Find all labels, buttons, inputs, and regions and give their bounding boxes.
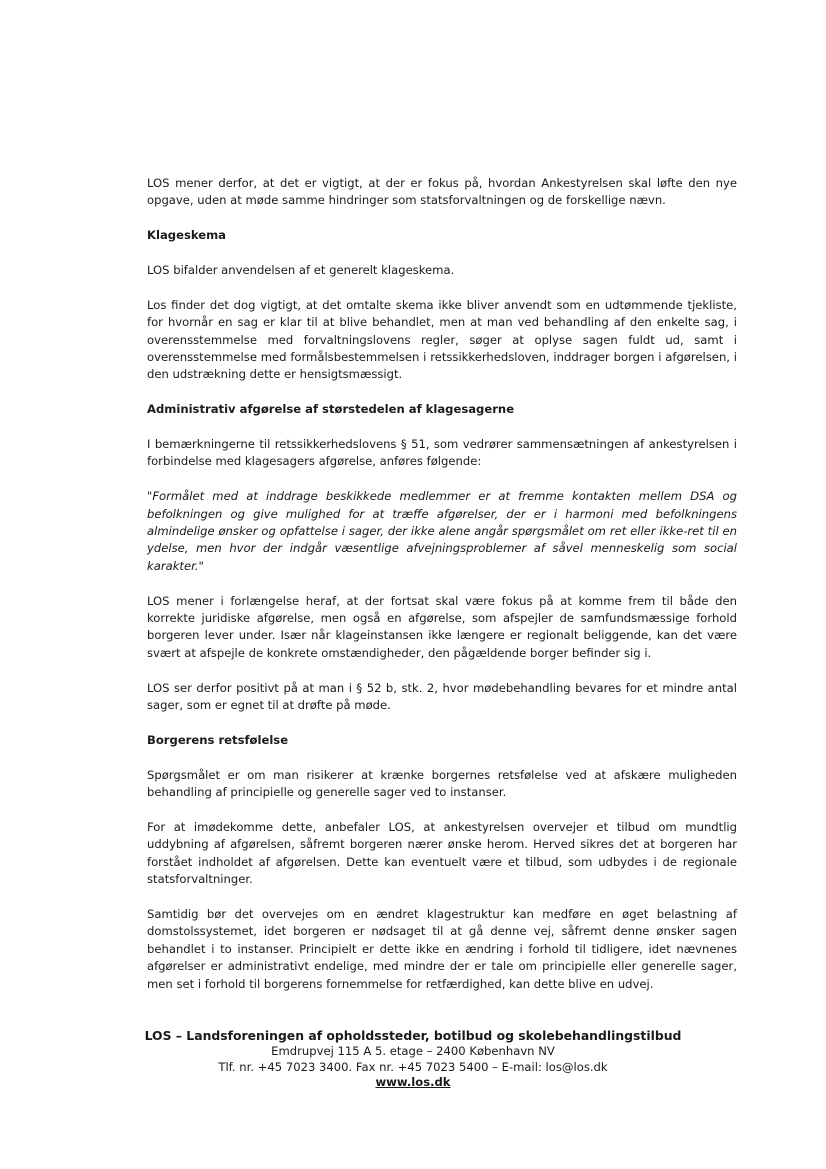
paragraph: LOS mener i forlængelse heraf, at der fortsat skal være fokus på at komme frem til både den korrekte juridiske afgørelse, men også en afgørelse, som afspejler de samfundsmæssige forhold borgeren lever under. Især når klageinstansen ikke længere er regionalt beliggende, kan det være svært at afspejle de konkrete omstændigheder, den pågældende borger befinder sig i.: [147, 593, 737, 660]
footer-contact: Tlf. nr. +45 7023 3400. Fax nr. +45 7023 5400 – E-mail: los@los.dk: [218, 1059, 608, 1074]
paragraph: LOS bifalder anvendelsen af et generelt klageskema.: [147, 263, 455, 277]
section-heading: Administrativ afgørelse af størstedelen af klagesagerne: [147, 402, 515, 417]
paragraph: Samtidig bør det overvejes om en ændret klagestruktur kan medføre en øget belastning af domstolssystemet, idet borgeren er nødsaget til at gå denne vej, såfremt denne ønsker sagen behandlet i to instanser. Principielt er dette ikke en ændring i forhold til tidligere, idet nævnenes afgørelser er administrativt endelige, med mindre der er tale om principielle eller generelle sager, men set i forhold til borgerens fornemmelse for retfærdighed, kan dette blive en udvej.: [147, 906, 737, 991]
footer-website-link[interactable]: www.los.dk: [375, 1075, 451, 1090]
footer-organization: LOS – Landsforeningen af opholdssteder, botilbud og skolebehandlingstilbud: [144, 1028, 682, 1043]
section-heading: Klageskema: [147, 228, 227, 243]
quote-paragraph: "Formålet med at inddrage beskikkede medlemmer er at fremme kontakten mellem DSA og befolkningen og give mulighed for at træffe afgørelser, der er i harmoni med befolkningens almindelige ønsker og opfattelse i sager, der ikke alene angår spørgsmålet om ret eller ikke-ret til en ydelse, men hvor der indgår væsentlige afvejningsproblemer af såvel menneskelig som social karakter.": [147, 489, 737, 573]
page-footer: [100, 1028, 726, 1091]
paragraph: Los finder det dog vigtigt, at det omtalte skema ikke bliver anvendt som en udtømmende tjekliste, for hvornår en sag er klar til at blive behandlet, men at man ved behandling af den enkelte sag, i overensstemmelse med forvaltningslovens regler, søger at oplyse sagen fuldt ud, samt i overensstemmelse med formålsbestemmelsen i retssikkerhedsloven, inddrager borgen i afgørelsen, i den udstrækning dette er hensigtsmæssigt.: [147, 297, 737, 382]
paragraph: LOS ser derfor positivt på at man i § 52 b, stk. 2, hvor mødebehandling bevares for et mindre antal sager, som er egnet til at drøfte på møde.: [147, 680, 737, 713]
document-body: [147, 175, 737, 1010]
paragraph: Spørgsmålet er om man risikerer at krænke borgernes retsfølelse ved at afskære muligheden behandling af principielle og generelle sager ved to instanser.: [147, 767, 737, 800]
paragraph: I bemærkningerne til retssikkerhedslovens § 51, som vedrører sammensætningen af ankestyrelsen i forbindelse med klagesagers afgørelse, anføres følgende:: [147, 437, 737, 469]
paragraph: LOS mener derfor, at det er vigtigt, at der er fokus på, hvordan Ankestyrelsen skal løfte den nye opgave, uden at møde samme hindringer som statsforvaltningen og de forskellige nævn.: [147, 176, 737, 208]
section-heading: Borgerens retsfølelse: [147, 732, 289, 747]
footer-address: Emdrupvej 115 A 5. etage – 2400 København NV: [271, 1043, 555, 1058]
paragraph: For at imødekomme dette, anbefaler LOS, at ankestyrelsen overvejer et tilbud om mundtlig uddybning af afgørelsen, såfremt borgeren nærer ønske herom. Herved sikres det at borgeren har forstået indholdet af afgørelsen. Dette kan eventuelt være et tilbud, som udbydes i de regionale statsforvaltninger.: [147, 819, 737, 887]
